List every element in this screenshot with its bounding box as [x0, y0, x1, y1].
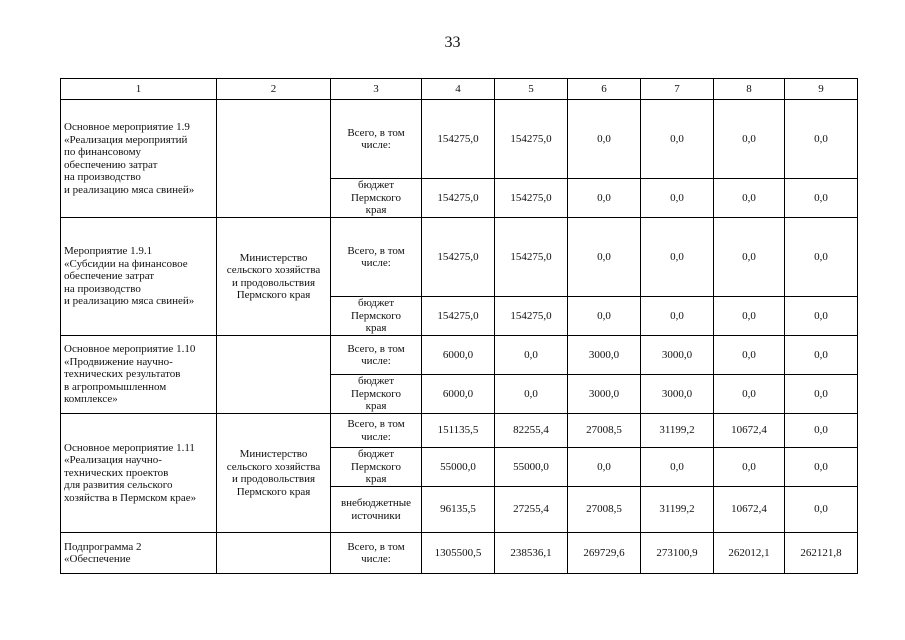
activity-name-cell: Мероприятие 1.9.1 «Субсидии на финансовое обеспечение затрат на производство и реализацию мяса свиней» — [61, 218, 217, 336]
value-cell: 55000,0 — [495, 448, 568, 487]
value-cell: 0,0 — [568, 218, 641, 297]
value-cell: 0,0 — [641, 448, 714, 487]
value-cell: 10672,4 — [714, 414, 785, 448]
value-cell: 3000,0 — [568, 375, 641, 414]
value-cell: 154275,0 — [422, 218, 495, 297]
activity-name-cell: Основное мероприятие 1.9 «Реализация мероприятий по финансовому обеспечению затрат на производство и реализацию мяса свиней» — [61, 100, 217, 218]
value-cell: 0,0 — [641, 297, 714, 336]
budget-table — [60, 78, 858, 574]
executor-cell — [217, 336, 331, 414]
value-cell: 0,0 — [641, 100, 714, 179]
value-cell: 0,0 — [568, 100, 641, 179]
value-cell: 0,0 — [568, 179, 641, 218]
funding-source-cell: Всего, в том числе: — [331, 336, 422, 375]
column-header: 8 — [714, 79, 785, 100]
value-cell: 0,0 — [714, 100, 785, 179]
activity-name-cell: Основное мероприятие 1.10 «Продвижение научно- технических результатов в агропромышленном комплексе» — [61, 336, 217, 414]
value-cell: 0,0 — [785, 297, 858, 336]
executor-cell: Министерство сельского хозяйства и продовольствия Пермского края — [217, 414, 331, 533]
funding-source-cell: бюджет Пермского края — [331, 179, 422, 218]
activity-name-cell: Основное мероприятие 1.11 «Реализация научно- технических проектов для развития сельского хозяйства в Пермском крае» — [61, 414, 217, 533]
value-cell: 0,0 — [568, 297, 641, 336]
value-cell: 0,0 — [785, 336, 858, 375]
value-cell: 154275,0 — [495, 100, 568, 179]
column-header: 3 — [331, 79, 422, 100]
funding-source-cell: бюджет Пермского края — [331, 297, 422, 336]
executor-cell — [217, 533, 331, 574]
funding-source-cell: бюджет Пермского края — [331, 375, 422, 414]
table-row — [61, 100, 858, 179]
value-cell: 154275,0 — [422, 297, 495, 336]
funding-source-cell: внебюджетные источники — [331, 487, 422, 533]
value-cell: 6000,0 — [422, 336, 495, 375]
column-header: 7 — [641, 79, 714, 100]
value-cell: 10672,4 — [714, 487, 785, 533]
activity-name-cell: Подпрограмма 2 «Обеспечение — [61, 533, 217, 574]
value-cell: 0,0 — [785, 414, 858, 448]
value-cell: 3000,0 — [641, 375, 714, 414]
value-cell: 1305500,5 — [422, 533, 495, 574]
value-cell: 0,0 — [495, 375, 568, 414]
value-cell: 27008,5 — [568, 414, 641, 448]
header-row — [61, 79, 858, 100]
value-cell: 0,0 — [714, 297, 785, 336]
value-cell: 27008,5 — [568, 487, 641, 533]
value-cell: 31199,2 — [641, 487, 714, 533]
value-cell: 154275,0 — [495, 179, 568, 218]
value-cell: 0,0 — [785, 179, 858, 218]
column-header: 5 — [495, 79, 568, 100]
value-cell: 238536,1 — [495, 533, 568, 574]
value-cell: 96135,5 — [422, 487, 495, 533]
value-cell: 273100,9 — [641, 533, 714, 574]
value-cell: 0,0 — [785, 448, 858, 487]
value-cell: 151135,5 — [422, 414, 495, 448]
value-cell: 82255,4 — [495, 414, 568, 448]
value-cell: 154275,0 — [422, 179, 495, 218]
value-cell: 0,0 — [785, 218, 858, 297]
table-row — [61, 533, 858, 574]
value-cell: 0,0 — [568, 448, 641, 487]
funding-source-cell: Всего, в том числе: — [331, 533, 422, 574]
value-cell: 0,0 — [785, 487, 858, 533]
value-cell: 0,0 — [714, 179, 785, 218]
value-cell: 3000,0 — [568, 336, 641, 375]
funding-source-cell: Всего, в том числе: — [331, 100, 422, 179]
column-header: 1 — [61, 79, 217, 100]
value-cell: 0,0 — [785, 100, 858, 179]
value-cell: 55000,0 — [422, 448, 495, 487]
value-cell: 0,0 — [714, 218, 785, 297]
value-cell: 0,0 — [785, 375, 858, 414]
table-row — [61, 414, 858, 448]
value-cell: 0,0 — [714, 448, 785, 487]
column-header: 9 — [785, 79, 858, 100]
executor-cell — [217, 100, 331, 218]
value-cell: 0,0 — [714, 375, 785, 414]
value-cell: 262012,1 — [714, 533, 785, 574]
value-cell: 269729,6 — [568, 533, 641, 574]
value-cell: 31199,2 — [641, 414, 714, 448]
column-header: 6 — [568, 79, 641, 100]
page-number: 33 — [444, 34, 461, 51]
value-cell: 0,0 — [641, 179, 714, 218]
value-cell: 154275,0 — [495, 218, 568, 297]
value-cell: 6000,0 — [422, 375, 495, 414]
column-header: 2 — [217, 79, 331, 100]
value-cell: 262121,8 — [785, 533, 858, 574]
table-row — [61, 336, 858, 375]
value-cell: 3000,0 — [641, 336, 714, 375]
table-row — [61, 218, 858, 297]
value-cell: 0,0 — [641, 218, 714, 297]
value-cell: 154275,0 — [422, 100, 495, 179]
funding-source-cell: Всего, в том числе: — [331, 414, 422, 448]
value-cell: 27255,4 — [495, 487, 568, 533]
funding-source-cell: бюджет Пермского края — [331, 448, 422, 487]
value-cell: 154275,0 — [495, 297, 568, 336]
value-cell: 0,0 — [714, 336, 785, 375]
funding-source-cell: Всего, в том числе: — [331, 218, 422, 297]
column-header: 4 — [422, 79, 495, 100]
value-cell: 0,0 — [495, 336, 568, 375]
executor-cell: Министерство сельского хозяйства и продовольствия Пермского края — [217, 218, 331, 336]
